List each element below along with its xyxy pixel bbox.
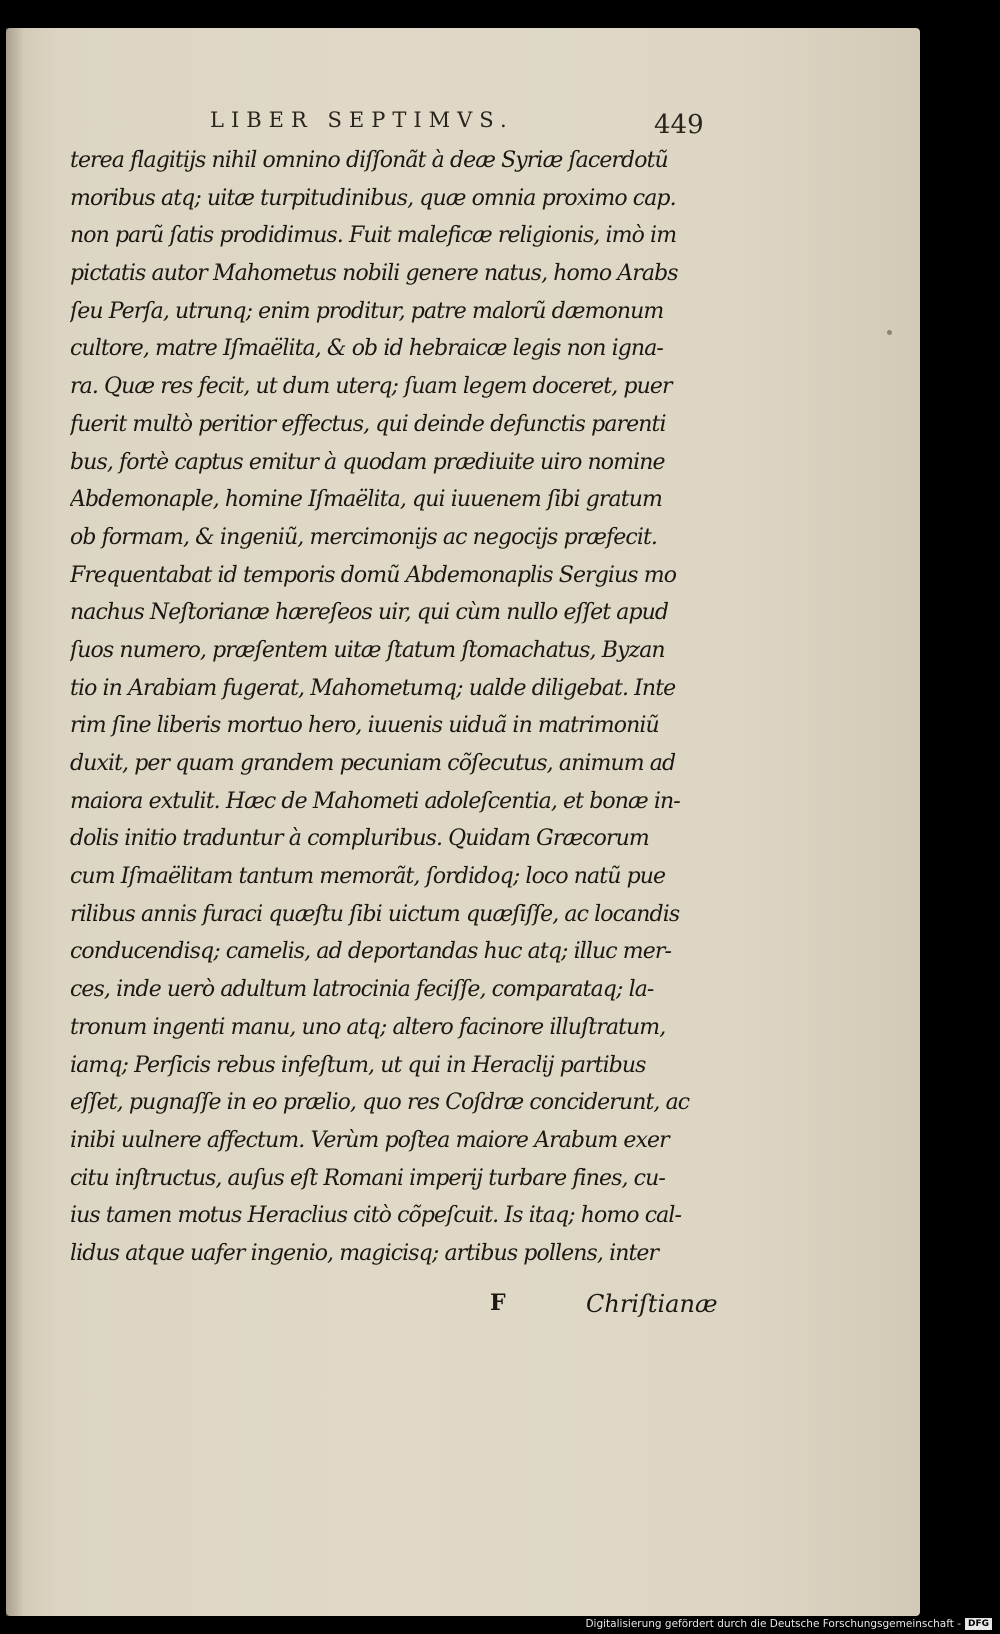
text-line: dolis initio traduntur à compluribus. Quidam Græcorum [70, 826, 649, 852]
text-line: tronum ingenti manu, uno atq; altero facinore illuſtratum, [70, 1014, 666, 1040]
text-line: lidus atque uafer ingenio, magicisq; artibus pollens, inter [70, 1240, 659, 1266]
text-line: duxit, per quam grandem pecuniam cõſecutus, animum ad [70, 751, 676, 776]
text-line: inibi uulnere affectum. Verùm poſtea maiore Arabum exer [70, 1127, 669, 1153]
page-number: 449 [654, 110, 704, 140]
text-line: tio in Arabiam fugerat, Mahometumq; ualde diligebat. Inte [70, 675, 676, 701]
text-line: non parũ ſatis prodidimus. Fuit maleficæ religionis, imò im [70, 223, 677, 249]
text-line: cultore, matre Iſmaëlita, & ob id hebraicæ legis non igna- [70, 336, 663, 362]
text-line: ces, inde uerò adultum latrocinia feciſſe, comparataq; la- [70, 977, 654, 1003]
text-line: iamq; Perſicis rebus infeſtum, ut qui in Heraclij partibus [70, 1052, 646, 1078]
text-line: ius tamen motus Heraclius citò cõpeſcuit. Is itaq; homo cal- [70, 1203, 682, 1229]
text-line: bus, fortè captus emitur à quodam prædiuite uiro nomine [70, 449, 665, 475]
page-gutter-shadow [6, 28, 24, 1616]
paper-speck [887, 330, 892, 335]
main-text-block [70, 142, 716, 1273]
text-line: cum Iſmaëlitam tantum memorãt, ſordidoq; loco natũ pue [70, 864, 666, 890]
text-line: Abdemonaple, homine Iſmaëlita, qui iuuenem ſibi gratum [70, 487, 662, 513]
text-line: citu inſtructus, auſus eſt Romani imperij turbare fines, cu- [70, 1165, 665, 1191]
text-line: ra. Quæ res fecit, ut dum uterq; ſuam legem doceret, puer [70, 374, 672, 400]
text-line: fuerit multò peritior effectus, qui deinde defunctis parenti [70, 411, 666, 437]
text-line: terea flagitijs nihil omnino diſſonãt à deæ Syriæ ſacerdotũ [70, 148, 668, 173]
dfg-logo: DFG [965, 1618, 992, 1630]
text-line: nachus Neſtorianæ hæreſeos uir, qui cùm nullo eſſet apud [70, 600, 669, 626]
text-line: eſſet, pugnaſſe in eo prælio, quo res Coſdræ conciderunt, ac [70, 1090, 690, 1116]
text-line: ob formam, & ingeniũ, mercimonijs ac negocijs præfecit. [70, 524, 658, 550]
text-line: maiora extulit. Hæc de Mahometi adoleſcentia, et bonæ in- [70, 788, 680, 814]
text-line: rim ſine liberis mortuo hero, iuuenis uiduã in matrimoniũ [70, 713, 659, 739]
text-line: ſeu Perſa, utrunq; enim proditur, patre malorũ dæmonum [70, 298, 664, 324]
text-line: pictatis autor Mahometus nobili genere natus, homo Arabs [70, 261, 678, 287]
text-line: ſuos numero, præſentem uitæ ſtatum ſtomachatus, Byzan [70, 637, 665, 663]
text-line: rilibus annis furaci quæſtu ſibi uictum quæſiſſe, ac locandis [70, 901, 680, 927]
credit-text: Digitalisierung gefördert durch die Deutsche Forschungsgemeinschaft - [585, 1618, 961, 1630]
signature-mark: F [490, 1290, 506, 1316]
running-title: LIBER SEPTIMVS. [210, 108, 514, 132]
text-line: conducendisq; camelis, ad deportandas huc atq; illuc mer- [70, 939, 672, 965]
text-line: Frequentabat id temporis domũ Abdemonaplis Sergius mo [70, 562, 677, 588]
page-footer [0, 1290, 1000, 1326]
running-head [0, 108, 1000, 138]
catchword: Chriſtianæ [586, 1290, 718, 1318]
text-line: moribus atq; uitæ turpitudinibus, quæ omnia proximo cap. [70, 185, 676, 211]
digitization-credit [585, 1616, 992, 1632]
